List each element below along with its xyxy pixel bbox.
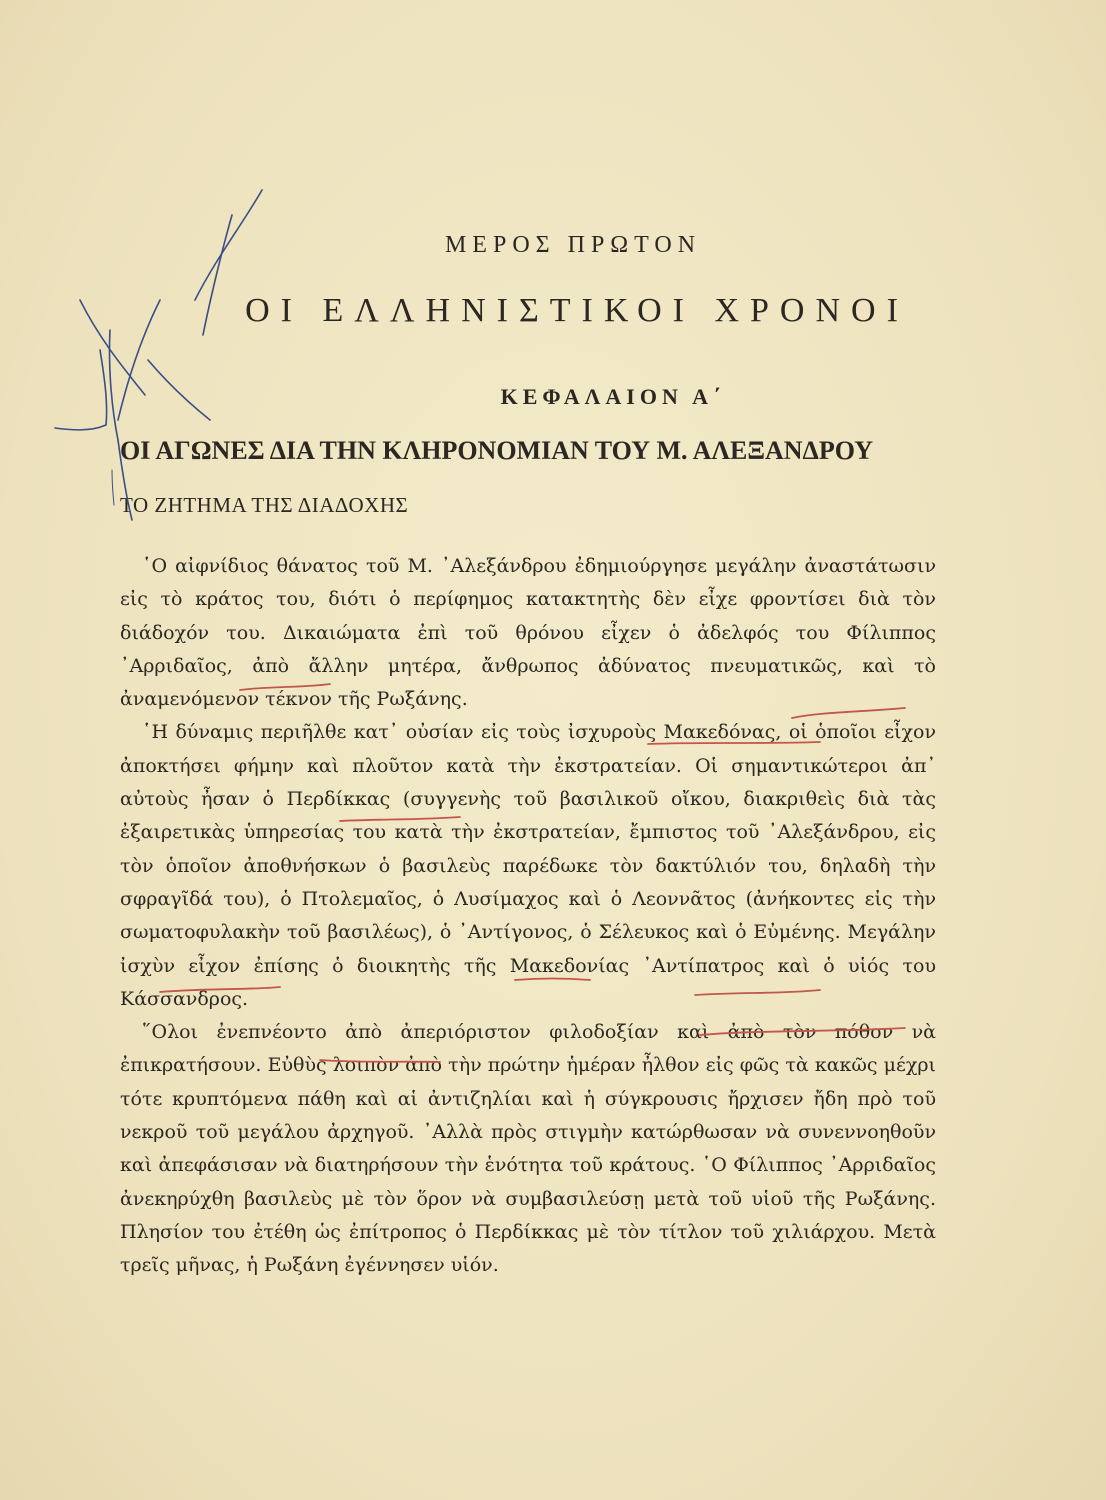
body-text bbox=[120, 550, 936, 1283]
chapter-title: ΟΙ ΑΓΩΝΕΣ ΔΙΑ ΤΗΝ ΚΛΗΡΟΝΟΜΙΑΝ ΤΟΥ Μ. ΑΛΕΞΑΝΔΡΟΥ bbox=[120, 436, 874, 465]
paragraph: ῾Ο αἰφνίδιος θάνατος τοῦ Μ. ᾿Αλεξάνδρου ἐδημιούργησε μεγάλην ἀναστάτωσιν εἰς τὸ κράτος του, διότι ὁ περίφημος κατακτητὴς δὲν εἶχε φροντίσει διὰ τὸν διάδοχόν του. Δικαιώματα ἐπὶ τοῦ θρόνου εἶχεν ὁ ἀδελφός του Φίλιππος ᾿Αρριδαῖος, ἀπὸ ἄλλην μητέρα, ἄνθρωπος ἀδύνατος πνευματικῶς, καὶ τὸ ἀναμενόμενον τέκνον τῆς Ρωξάνης. bbox=[120, 555, 936, 711]
paragraph: ῾Η δύναμις περιῆλθε κατ᾿ οὐσίαν εἰς τοὺς ἰσχυροὺς Μακεδόνας, οἱ ὁποῖοι εἶχον ἀποκτήσει φήμην καὶ πλοῦτον κατὰ τὴν ἐκστρατείαν. Οἱ σημαντικώτεροι ἀπ᾿ αὐτοὺς ἦσαν ὁ Περδίκκας (συγγενὴς τοῦ βασιλικοῦ οἴκου, διακριθεὶς διὰ τὰς ἐξαιρετικὰς ὑπηρεσίας του κατὰ τὴν ἐκστρατείαν, ἔμπιστος τοῦ ᾿Αλεξάνδρου, εἰς τὸν ὁποῖον ἀποθνήσκων ὁ βασιλεὺς παρέδωκε τὸν δακτύλιόν του, δηλαδὴ τὴν σφραγῖδά του), ὁ Πτολεμαῖος, ὁ Λυσίμαχος καὶ ὁ Λεοννᾶτος (ἀνήκοντες εἰς τὴν σωματοφυλακὴν τοῦ βασιλέως), ὁ ᾿Αντίγονος, ὁ Σέλευκος καὶ ὁ Εὐμένης. Μεγάλην ἰσχὺν εἶχον ἐπίσης ὁ διοικητὴς τῆς Μακεδονίας ᾿Αντίπατρος καὶ ὁ υἱός του Κάσσανδρος. bbox=[120, 721, 936, 1010]
section-heading: ΤΟ ΖΗΤΗΜΑ ΤΗΣ ΔΙΑΔΟΧΗΣ bbox=[120, 493, 409, 517]
pen-stroke bbox=[112, 470, 114, 505]
part-heading: ΜΕΡΟΣ ΠΡΩΤΟΝ bbox=[444, 232, 702, 258]
paragraph: ῞Ολοι ἐνεπνέοντο ἀπὸ ἀπεριόριστον φιλοδοξίαν καὶ ἀπὸ τὸν πόθον νὰ ἐπικρατήσουν. Εὐθὺς λοιπὸν ἀπὸ τὴν πρώτην ἡμέραν ἦλθον εἰς φῶς τὰ κακῶς μέχρι τότε κρυπτόμενα πάθη καὶ αἱ ἀντιζηλίαι καὶ ἡ σύγκρουσις ἤρχισεν ἤδη πρὸ τοῦ νεκροῦ τοῦ μεγάλου ἀρχηγοῦ. ᾿Αλλὰ πρὸς στιγμὴν κατώρθωσαν νὰ συνεννοηθοῦν καὶ ἀπεφάσισαν νὰ διατηρήσουν τὴν ἑνότητα τοῦ κράτους. ῾Ο Φίλιππος ᾿Αρριδαῖος ἀνεκηρύχθη βασιλεὺς μὲ τὸν ὅρον νὰ συμβασιλεύσῃ μετὰ τοῦ υἱοῦ τῆς Ρωξάνης. Πλησίον του ἐτέθη ὡς ἐπίτροπος ὁ Περδίκκας μὲ τὸν τίτλον τοῦ χιλιάρχου. Μετὰ τρεῖς μῆνας, ἡ Ρωξάνη ἐγέννησεν υἱόν. bbox=[120, 1021, 936, 1277]
era-heading: ΟΙ ΕΛΛΗΝΙΣΤΙΚΟΙ ΧΡΟΝΟΙ bbox=[245, 292, 909, 329]
chapter-label: ΚΕΦΑΛΑΙΟΝ Α΄ bbox=[500, 384, 726, 409]
